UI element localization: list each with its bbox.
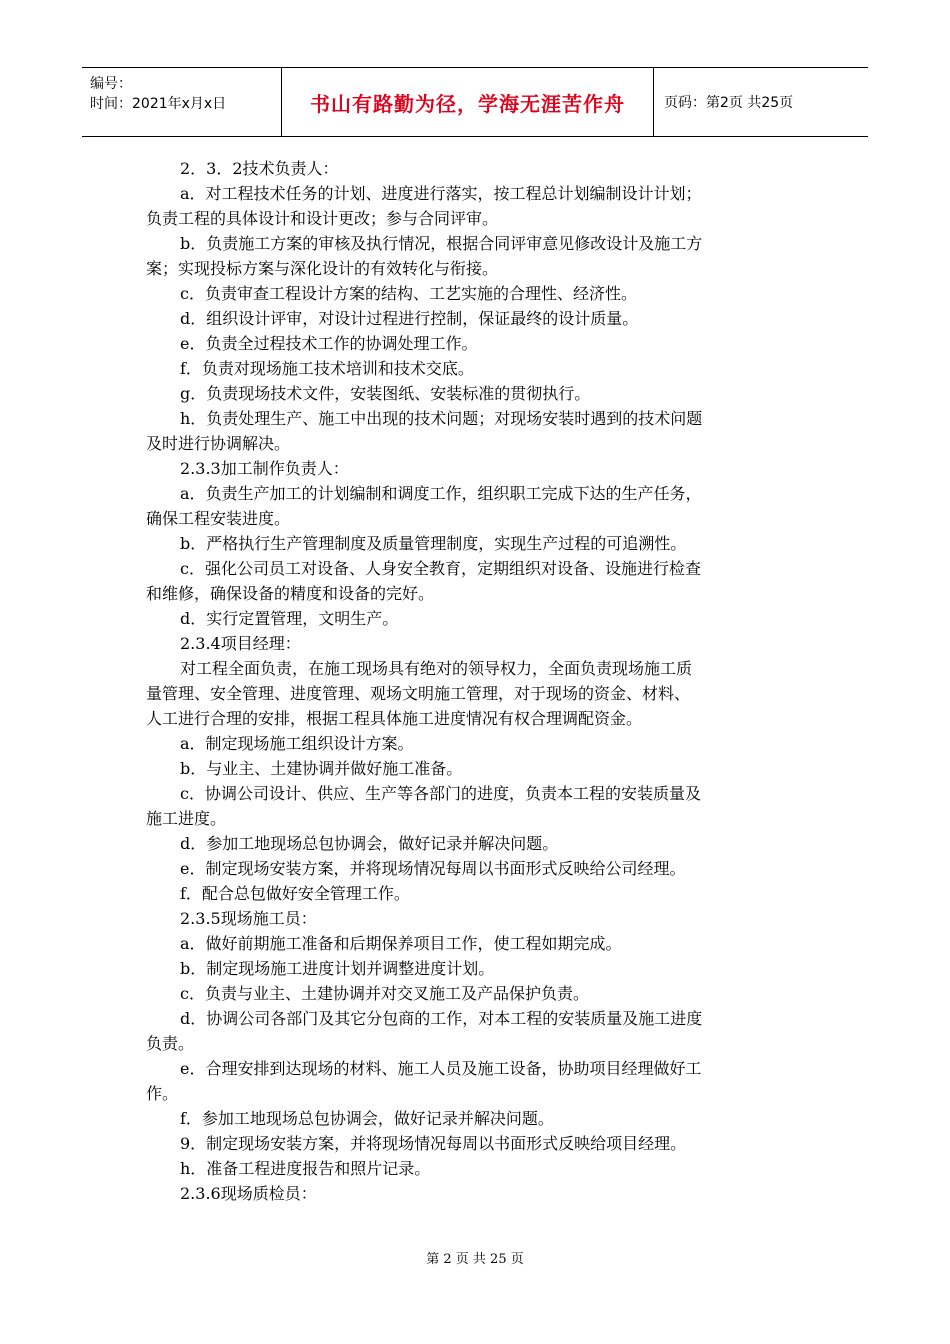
paragraph-line: 负责工程的具体设计和设计更改；参与合同评审。	[146, 209, 499, 228]
paragraph-line: a．负责生产加工的计划编制和调度工作，组织职工完成下达的生产任务，	[180, 484, 702, 503]
paragraph-line: 作。	[146, 1084, 179, 1103]
paragraph-line: 2.3.5现场施工员：	[180, 909, 317, 928]
paragraph-line: 2.3.3加工制作负责人：	[180, 459, 349, 478]
paragraph-line: 施工进度。	[146, 809, 227, 828]
paragraph-line: f．参加工地现场总包协调会，做好记录并解决问题。	[180, 1109, 554, 1128]
paragraph-line: 2.3.6现场质检员：	[180, 1184, 317, 1203]
paragraph-line: a．做好前期施工准备和后期保养项目工作，使工程如期完成。	[180, 934, 622, 953]
paragraph-line: 2.3.4项目经理：	[180, 634, 301, 653]
document-time-label: 时间：2021年x月x日	[90, 96, 227, 112]
paragraph-line: e．制定现场安装方案，并将现场情况每周以书面形式反映给公司经理。	[180, 859, 686, 878]
header-meta-cell	[82, 68, 282, 136]
paragraph-line: d．组织设计评审，对设计过程进行控制，保证最终的设计质量。	[180, 309, 639, 328]
paragraph-line: g．负责现场技术文件，安装图纸、安装标准的贯彻执行。	[180, 384, 591, 403]
paragraph-line: b．与业主、土建协调并做好施工准备。	[180, 759, 463, 778]
paragraph-line: 案；实现投标方案与深化设计的有效转化与衔接。	[146, 259, 499, 278]
document-number-label: 编号：	[90, 76, 132, 92]
paragraph-line: d．参加工地现场总包协调会，做好记录并解决问题。	[180, 834, 559, 853]
page-footer: 第 2 页 共 25 页	[426, 1252, 524, 1267]
document-body	[146, 156, 812, 1206]
paragraph-line: 人工进行合理的安排，根据工程具体施工进度情况有权合理调配资金。	[146, 709, 643, 728]
paragraph-line: e．合理安排到达现场的材料、施工人员及施工设备，协助项目经理做好工	[180, 1059, 702, 1078]
paragraph-line: 量管理、安全管理、进度管理、观场文明施工管理，对于现场的资金、材料、	[146, 684, 691, 703]
paragraph-line: 和维修，确保设备的精度和设备的完好。	[146, 584, 435, 603]
paragraph-line: c．负责审查工程设计方案的结构、工艺实施的合理性、经济性。	[180, 284, 637, 303]
paragraph-line: b．负责施工方案的审核及执行情况，根据合同评审意见修改设计及施工方	[180, 234, 703, 253]
paragraph-line: a．对工程技术任务的计划、进度进行落实，按工程总计划编制设计计划；	[180, 184, 702, 203]
paragraph-line: e．负责全过程技术工作的协调处理工作。	[180, 334, 478, 353]
paragraph-line: b．制定现场施工进度计划并调整进度计划。	[180, 959, 495, 978]
paragraph-line: 确保工程安装进度。	[146, 509, 291, 528]
paragraph-line: f．配合总包做好安全管理工作。	[180, 884, 410, 903]
paragraph-line: h．准备工程进度报告和照片记录。	[180, 1159, 431, 1178]
paragraph-line: c．强化公司员工对设备、人身安全教育，定期组织对设备、设施进行检查	[180, 559, 701, 578]
paragraph-line: b．严格执行生产管理制度及质量管理制度，实现生产过程的可追溯性。	[180, 534, 687, 553]
page-header	[82, 67, 868, 137]
header-motto: 书山有路勤为径，学海无涯苦作舟	[282, 68, 654, 136]
paragraph-line: 对工程全面负责，在施工现场具有绝对的领导权力，全面负责现场施工质	[180, 659, 693, 678]
paragraph-line: d．协调公司各部门及其它分包商的工作，对本工程的安装质量及施工进度	[180, 1009, 703, 1028]
paragraph-line: d．实行定置管理，文明生产。	[180, 609, 399, 628]
paragraph-line: f．负责对现场施工技术培训和技术交底。	[180, 359, 474, 378]
paragraph-line: c．协调公司设计、供应、生产等各部门的进度，负责本工程的安装质量及	[180, 784, 701, 803]
paragraph-line: 2．3．2技术负责人：	[180, 159, 339, 178]
paragraph-line: 9．制定现场安装方案，并将现场情况每周以书面形式反映给项目经理。	[180, 1134, 687, 1153]
paragraph-line: 负责。	[146, 1034, 195, 1053]
paragraph-line: 及时进行协调解决。	[146, 434, 291, 453]
paragraph-line: a．制定现场施工组织设计方案。	[180, 734, 414, 753]
paragraph-line: h．负责处理生产、施工中出现的技术问题；对现场安装时遇到的技术问题	[180, 409, 703, 428]
header-page-info: 页码：第2页 共25页	[664, 95, 794, 111]
paragraph-line: c．负责与业主、土建协调并对交叉施工及产品保护负责。	[180, 984, 589, 1003]
